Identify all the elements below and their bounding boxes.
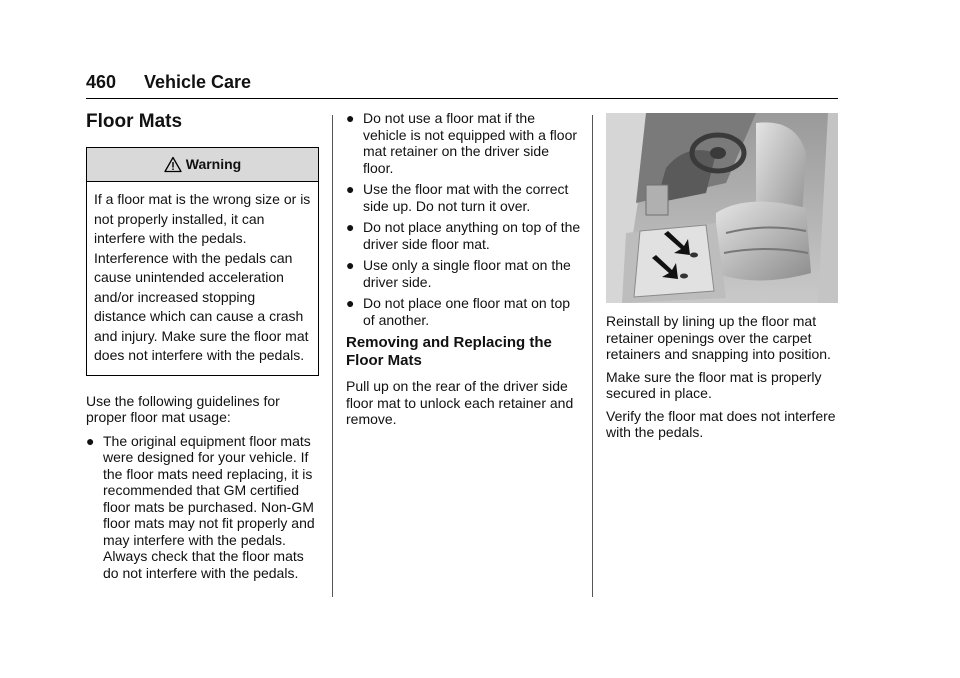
guideline-text: Use only a single floor mat on the driver side.: [363, 257, 571, 290]
bullet-marker: ●: [86, 432, 95, 449]
column-divider: [332, 115, 333, 597]
guidelines-list: [86, 433, 320, 582]
floor-mat-retainer-illustration: [606, 113, 838, 303]
secure-paragraph: Make sure the floor mat is properly secured in place.: [606, 368, 822, 401]
header-rule: [86, 98, 838, 99]
reinstall-paragraph: Reinstall by lining up the floor mat retainer openings over the carpet retainers and snapping into position.: [606, 313, 831, 362]
page-number: 460: [86, 72, 117, 92]
list-item: [346, 110, 582, 176]
list-item: [346, 257, 582, 290]
verify-paragraph: Verify the floor mat does not interfere with the pedals.: [606, 407, 836, 440]
bullet-marker: ●: [346, 181, 355, 197]
page-title: Floor Mats: [86, 111, 183, 132]
list-item: [346, 295, 582, 328]
subsection-heading: Removing and Replacing the Floor Mats: [346, 334, 552, 369]
guideline-text: Do not place anything on top of the driver side floor mat.: [363, 219, 581, 252]
removing-paragraph: Pull up on the rear of the driver side floor mat to unlock each retainer and remove.: [346, 378, 574, 427]
guideline-text: Do not use a floor mat if the vehicle is not equipped with a floor mat retainer on the driver side floor.: [363, 110, 578, 176]
guideline-text: The original equipment floor mats were designed for your vehicle. If the floor mats need replacing, it is recommended that GM certified floor mats be purchased. Non-GM floor mats may not fit properly and may interfere with the pedals. Always check that the floor mats do not interfere with the pedals.: [103, 432, 315, 581]
warning-header: [87, 148, 318, 182]
list-item: [346, 181, 582, 214]
bullet-marker: ●: [346, 257, 355, 273]
column-3: [606, 110, 840, 447]
bullet-marker: ●: [346, 219, 355, 235]
warning-text: If a floor mat is the wrong size or is not properly installed, it can interfere with the pedals. Interference with the pedals can cause unintended acceleration and/or increased stopping distance which can cause a crash and injury. Make sure the floor mat does not interfere with the pedals.: [94, 191, 311, 363]
guidelines-list-continued: [346, 110, 582, 328]
guideline-text: Do not place one floor mat on top of another.: [363, 295, 571, 328]
bullet-marker: ●: [346, 110, 355, 126]
warning-icon: [164, 156, 182, 173]
intro-paragraph: Use the following guidelines for proper floor mat usage:: [86, 392, 280, 425]
bullet-marker: ●: [346, 295, 355, 311]
column-1: [86, 110, 320, 586]
column-2: [346, 110, 582, 434]
warning-heading: Warning: [185, 156, 242, 173]
warning-box: [86, 147, 319, 376]
section-title: Vehicle Care: [144, 72, 252, 92]
list-item: [346, 219, 582, 252]
page-header: [86, 70, 838, 100]
guideline-text: Use the floor mat with the correct side up. Do not turn it over.: [363, 181, 569, 214]
list-item: [86, 433, 320, 582]
column-divider: [592, 115, 593, 597]
